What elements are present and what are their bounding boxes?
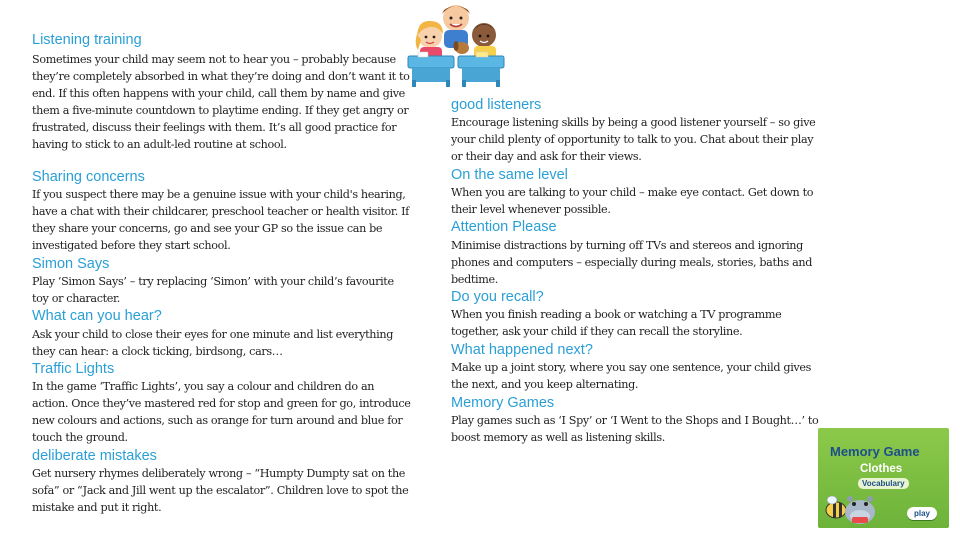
- heading-what-can-you-hear: What can you hear?: [32, 308, 162, 324]
- heading-good-listeners: good listeners: [451, 97, 542, 113]
- card-vocabulary-label: Vocabulary: [858, 478, 909, 489]
- heading-deliberate-mistakes: deliberate mistakes: [32, 448, 157, 464]
- hippo-icon: [840, 490, 880, 526]
- text-what-happened-next: Make up a joint story, where you say one sentence, your child gives the next, and you keep alternating.: [451, 361, 812, 391]
- card-title: Memory Game: [830, 444, 920, 459]
- heading-memory-games: Memory Games: [451, 395, 555, 411]
- text-attention-please: Minimise distractions by turning off TVs and stereos and ignoring phones and computers – especially during meals, stories, baths and bedtime.: [451, 239, 813, 286]
- text-what-can-you-hear: Ask your child to close their eyes for one minute and list everything they can hear: a clock ticking, birdsong, cars…: [32, 328, 394, 358]
- text-deliberate-mistakes: Get nursery rhymes deliberately wrong – “Humpty Dumpty sat on the sofa” or “Jack and Jill went up the escalator”. Children love to spot the mistake and put it right.: [32, 467, 409, 514]
- memory-game-card[interactable]: [818, 428, 949, 528]
- card-subtitle: Clothes: [860, 463, 903, 475]
- text-sharing-concerns: If you suspect there may be a genuine issue with your child's hearing, have a chat with their childcarer, preschool teacher or health visitor. If they share your concerns, go and see your GP so the issue can be investigated before they start school.: [32, 188, 409, 252]
- heading-listening-training: Listening training: [32, 32, 142, 48]
- heading-on-the-same-level: On the same level: [451, 167, 568, 183]
- heading-what-happened-next: What happened next?: [451, 342, 593, 358]
- text-do-you-recall: When you finish reading a book or watching a TV programme together, ask your child if they can recall the storyline.: [451, 308, 782, 338]
- heading-attention-please: Attention Please: [451, 219, 557, 235]
- heading-sharing-concerns: Sharing concerns: [32, 169, 145, 185]
- text-good-listeners: Encourage listening skills by being a good listener yourself – so give your child plenty of opportunity to talk to you. Chat about their play or their day and ask for their views.: [451, 116, 816, 163]
- text-listening-training: Sometimes your child may seem not to hear you – probably because they’re completely absorbed in what they’re doing and don’t want it to end. If this often happens with your child, call them by name and give them a five-minute countdown to playtime ending. If they get angry or frustrated, discuss their feelings with them. It’s all good practice for having to stick to an adult-led routine at school.: [32, 53, 410, 151]
- heading-do-you-recall: Do you recall?: [451, 289, 544, 305]
- play-button[interactable]: play: [907, 507, 937, 520]
- heading-traffic-lights: Traffic Lights: [32, 361, 115, 377]
- text-on-the-same-level: When you are talking to your child – make eye contact. Get down to their level whenever possible.: [451, 186, 814, 216]
- children-at-desks-illustration: [404, 0, 508, 88]
- text-memory-games: Play games such as ‘I Spy’ or ‘I Went to the Shops and I Bought…’ to boost memory as well as listening skills.: [451, 414, 819, 444]
- text-traffic-lights: In the game ‘Traffic Lights’, you say a colour and children do an action. Once they’ve mastered red for stop and green for go, introduce new colours and actions, such as orange for turn around and blue for touch the ground.: [32, 380, 411, 444]
- text-simon-says: Play ‘Simon Says’ – try replacing ‘Simon’ with your child’s favourite toy or character.: [32, 275, 394, 305]
- heading-simon-says: Simon Says: [32, 256, 110, 272]
